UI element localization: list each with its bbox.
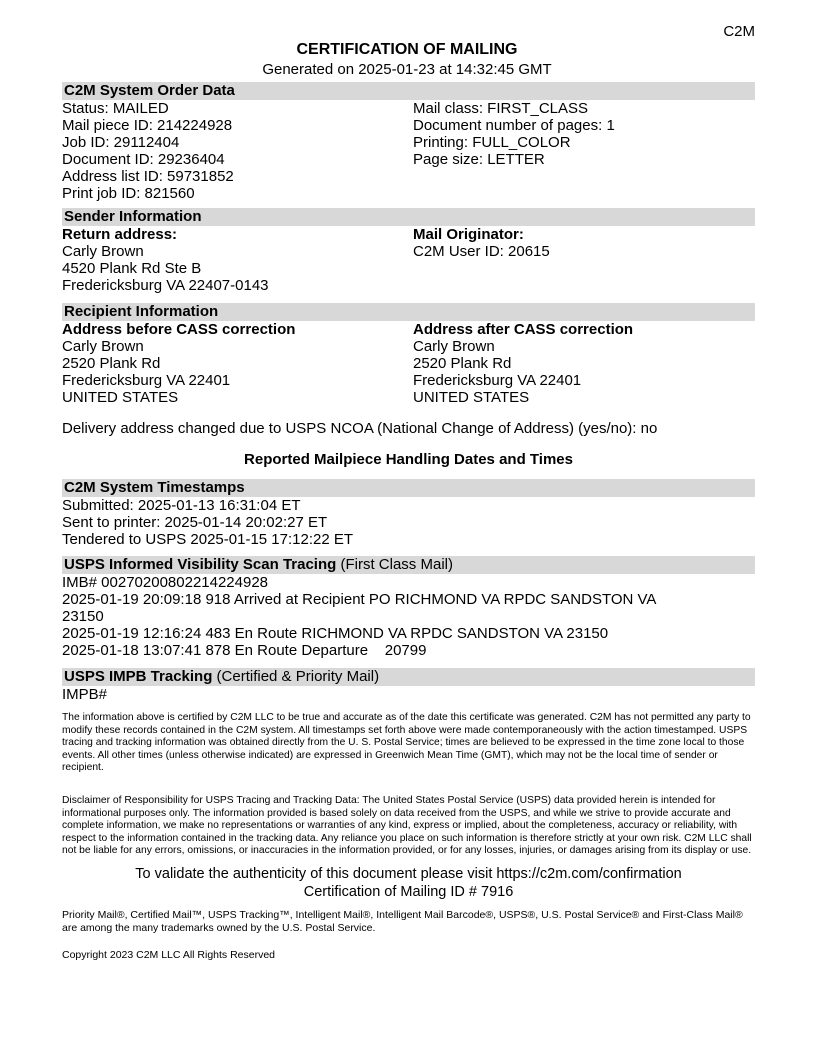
disclaimer-legal-paragraph: Disclaimer of Responsibility for USPS Tracing and Tracking Data: The United States Postal Service (USPS) data provided herein is intended for informational purposes only. The information provided is based solely on data received from the USPS, and while we strive to provide accurate and complete information, we make no representations or warranties of any kind, express or implied, about the completeness, accuracy or reliability, with respect to the information contained in the tracking data. Any reliance you place on such information is therefore strictly at your own risk. C2M LLC shall not be liable for any errors, omissions, or inaccuracies in the information provided, or for any losses, injuries, or damages arising from its display or use. <box>62 794 752 857</box>
address-before-cass-label: Address before CASS correction <box>62 321 296 338</box>
impb-heading <box>62 668 755 686</box>
timestamp-line: Tendered to USPS 2025-01-15 17:12:22 ET <box>62 531 354 548</box>
scan-event-line: IMB# 00270200802214224928 <box>62 574 269 591</box>
section-order-data <box>62 82 755 202</box>
order-data-field: Page size: LETTER <box>413 151 545 168</box>
address-line: UNITED STATES <box>62 389 179 406</box>
scan-event-line: 2025-01-18 13:07:41 878 En Route Departure 20799 <box>62 642 427 659</box>
impb-heading-note: (Certified & Priority Mail) <box>212 668 380 685</box>
certified-legal-paragraph: The information above is certified by C2M LLC to be true and accurate as of the date this certificate was generated. C2M has not permitted any party to modify these records contained in the C2M system. All timestamps set forth above were made contemporaneously with the action timestamped. USPS tracing and tracking information was obtained directly from the U. S. Postal Service; times are believed to be expressed in the time zone local to those events. All other times (unless otherwise indicated) are expressed in Greenwich Mean Time (GMT), which may not be the local time of sender or recipient. <box>62 712 751 774</box>
timestamp-line: Sent to printer: 2025-01-14 20:02:27 ET <box>62 514 328 531</box>
order-data-right-column <box>413 100 755 202</box>
impb-line: IMPB# <box>62 686 108 703</box>
section-impb-tracking <box>62 668 755 703</box>
address-line: Carly Brown <box>62 338 144 355</box>
section-recipient-information <box>62 303 755 437</box>
document-body <box>62 82 755 962</box>
iv-scan-heading-bold: USPS Informed Visibility Scan Tracing <box>64 556 337 573</box>
section-c2m-timestamps <box>62 479 755 548</box>
iv-scan-block <box>62 574 755 659</box>
return-address-label: Return address: <box>62 226 178 243</box>
order-data-field: Job ID: 29112404 <box>62 134 180 151</box>
mail-originator-label: Mail Originator: <box>413 226 524 243</box>
address-before-cass-block <box>62 338 413 406</box>
order-data-field: Status: MAILED <box>62 100 169 117</box>
c2m-timestamps-heading: C2M System Timestamps <box>62 479 755 497</box>
order-data-field: Address list ID: 59731852 <box>62 168 234 185</box>
address-line: Carly Brown <box>62 243 144 260</box>
address-line: 4520 Plank Rd Ste B <box>62 260 202 277</box>
scan-event-line: 2025-01-19 12:16:24 483 En Route RICHMOND VA RPDC SANDSTON VA 23150 <box>62 625 609 642</box>
trademarks-notice: Priority Mail®, Certified Mail™, USPS Tracking™, Intelligent Mail®, Intelligent Mail Barcode®, USPS®, U.S. Postal Service® and First-Class Mail® are among the many trademarks owned by the U.S. Postal Service. <box>62 908 743 934</box>
mail-originator-line: C2M User ID: 20615 <box>413 243 550 260</box>
iv-scan-heading <box>62 556 755 574</box>
order-data-heading: C2M System Order Data <box>62 82 755 100</box>
order-data-field: Print job ID: 821560 <box>62 185 195 202</box>
brand-logo-text: C2M <box>723 23 755 40</box>
address-line: Carly Brown <box>413 338 495 355</box>
handling-dates-title: Reported Mailpiece Handling Dates and Times <box>244 451 573 468</box>
certification-mailing-id: Certification of Mailing ID # 7916 <box>303 883 514 900</box>
section-iv-scan-tracing <box>62 556 755 659</box>
address-line: 2520 Plank Rd <box>62 355 161 372</box>
document-title: CERTIFICATION OF MAILING <box>296 41 518 58</box>
sender-information-heading: Sender Information <box>62 208 755 226</box>
address-line: UNITED STATES <box>413 389 530 406</box>
address-after-cass-label: Address after CASS correction <box>413 321 634 338</box>
iv-scan-heading-note: (First Class Mail) <box>336 556 453 573</box>
address-line: 2520 Plank Rd <box>413 355 512 372</box>
order-data-left-column <box>62 100 413 202</box>
address-after-cass-block <box>413 338 755 406</box>
return-address-block <box>62 243 413 294</box>
address-line: Fredericksburg VA 22401 <box>62 372 231 389</box>
section-sender-information <box>62 208 755 294</box>
scan-event-line: 2025-01-19 20:09:18 918 Arrived at Recipient PO RICHMOND VA RPDC SANDSTON VA <box>62 591 657 608</box>
impb-block <box>62 686 755 703</box>
order-data-field: Printing: FULL_COLOR <box>413 134 571 151</box>
generated-timestamp: Generated on 2025-01-23 at 14:32:45 GMT <box>262 61 552 78</box>
copyright-notice: Copyright 2023 C2M LLC All Rights Reserved <box>62 948 276 961</box>
recipient-information-heading: Recipient Information <box>62 303 755 321</box>
mail-originator-block <box>413 243 755 260</box>
timestamp-line: Submitted: 2025-01-13 16:31:04 ET <box>62 497 301 514</box>
impb-heading-bold: USPS IMPB Tracking <box>64 668 213 685</box>
validate-authenticity-line: To validate the authenticity of this document please visit https://c2m.com/confirmation <box>135 865 682 882</box>
c2m-timestamps-block <box>62 497 755 548</box>
order-data-field: Document ID: 29236404 <box>62 151 225 168</box>
address-line: Fredericksburg VA 22401 <box>413 372 582 389</box>
order-data-field: Document number of pages: 1 <box>413 117 615 134</box>
order-data-field: Mail piece ID: 214224928 <box>62 117 233 134</box>
order-data-field: Mail class: FIRST_CLASS <box>413 100 589 117</box>
address-line: Fredericksburg VA 22407-0143 <box>62 277 269 294</box>
ncoa-change-line: Delivery address changed due to USPS NCOA (National Change of Address) (yes/no): no <box>62 420 658 437</box>
scan-event-line: 23150 <box>62 608 104 625</box>
